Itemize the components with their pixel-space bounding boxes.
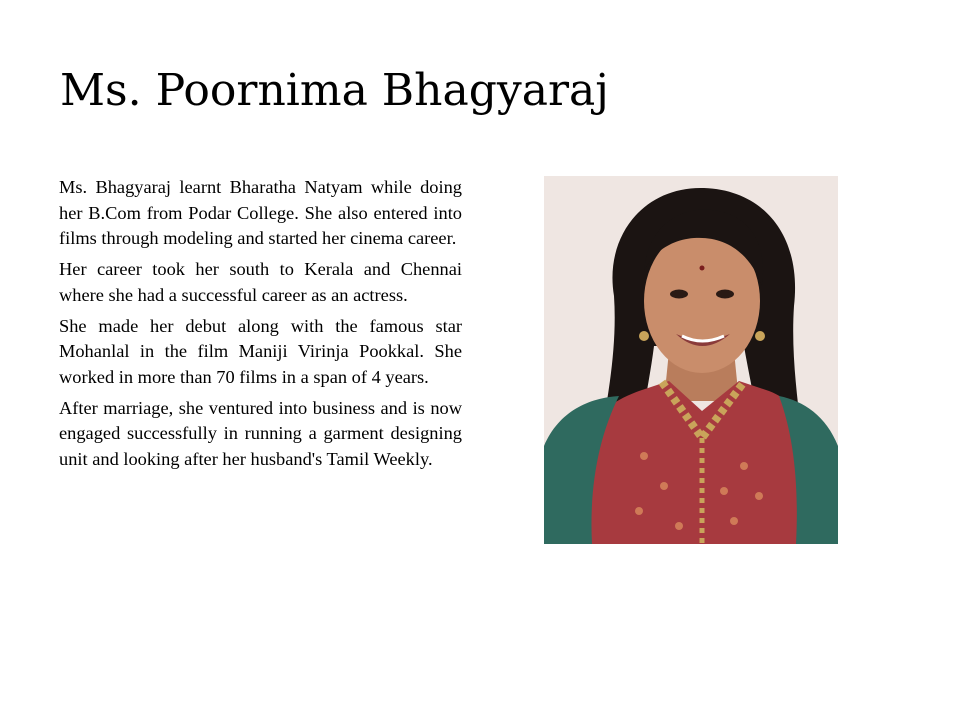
portrait-photo bbox=[544, 176, 838, 544]
bio-text bbox=[59, 175, 462, 478]
portrait-illustration bbox=[544, 176, 838, 544]
bio-paragraph-1: Ms. Bhagyaraj learnt Bharatha Natyam while doing her B.Com from Podar College. She also entered into films through modeling and started her cinema career. bbox=[59, 177, 462, 249]
bio-paragraph-2: Her career took her south to Kerala and Chennai where she had a successful career as an actress. bbox=[59, 259, 462, 305]
bio-paragraph-3: She made her debut along with the famous star Mohanlal in the film Maniji Virinja Pookkal. She worked in more than 70 films in a span of 4 years. bbox=[59, 315, 462, 387]
slide-title: Ms. Poornima Bhagyaraj bbox=[60, 65, 609, 116]
bio-paragraph-4: After marriage, she ventured into business and is now engaged successfully in running a garment designing unit and looking after her husband's Tamil Weekly. bbox=[59, 397, 462, 470]
